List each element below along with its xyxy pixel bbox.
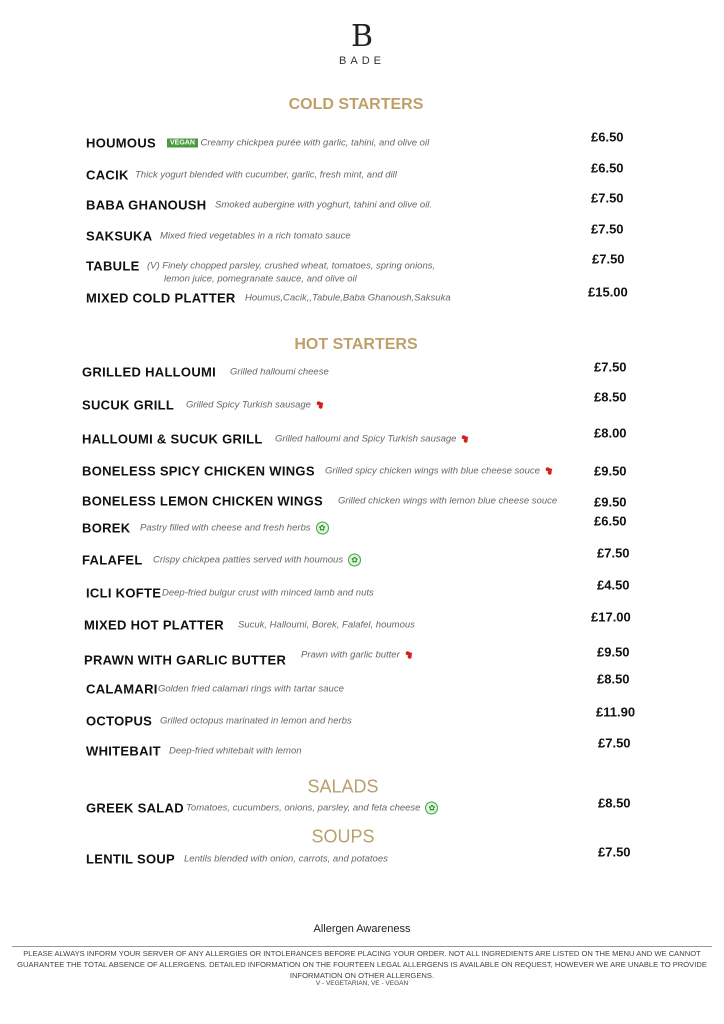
item-price: £7.50	[597, 545, 630, 561]
item-name: LENTIL SOUP	[86, 851, 176, 867]
item-price: £7.50	[592, 251, 625, 267]
item-description	[275, 431, 474, 447]
item-name: PRAWN WITH GARLIC BUTTER	[84, 652, 287, 668]
item-name: MIXED HOT PLATTER	[84, 617, 224, 633]
item-description	[186, 397, 328, 413]
item-description	[230, 367, 329, 378]
allergen-title: Allergen Awareness	[313, 923, 411, 935]
item-description	[160, 716, 352, 727]
item-description	[301, 647, 417, 663]
item-name: BONELESS LEMON CHICKEN WINGS	[82, 493, 323, 509]
item-price: £7.50	[591, 190, 624, 206]
item-name: GRILLED HALLOUMI	[82, 364, 217, 380]
item-name: SAKSUKA	[86, 228, 153, 244]
item-description	[169, 746, 302, 757]
item-name: OCTOPUS	[86, 713, 153, 729]
item-price: £8.00	[594, 425, 627, 441]
chili-icon: ❥	[402, 647, 417, 663]
item-price: £8.50	[594, 389, 627, 405]
description-text: Houmus,Cacik,,Tabule,Baba Ghanoush,Saksuka	[245, 292, 451, 304]
description-text: Smoked aubergine with yoghurt, tahini and olive oil.	[215, 199, 433, 211]
description-text: Grilled halloumi and Spicy Turkish sausage	[275, 433, 457, 445]
item-name: HALLOUMI & SUCUK GRILL	[82, 431, 263, 447]
description-text: Grilled halloumi cheese	[230, 366, 329, 378]
item-name: SUCUK GRILL	[82, 397, 175, 413]
description-text: Prawn with garlic butter	[301, 649, 400, 661]
item-description	[158, 684, 344, 695]
vegan-badge: VEGAN	[167, 138, 198, 147]
vegetarian-icon: ✿	[348, 554, 361, 567]
section-title: COLD STARTERS	[288, 96, 424, 113]
description-text: Pastry filled with cheese and fresh herbs	[140, 522, 311, 534]
vegetarian-icon: ✿	[425, 802, 438, 815]
item-description	[147, 261, 435, 272]
item-name: BOREK	[82, 520, 131, 536]
item-name: BABA GHANOUSH	[86, 197, 207, 213]
section-title: SALADS	[307, 776, 379, 797]
description-text: Sucuk, Halloumi, Borek, Falafel, houmous	[238, 619, 415, 631]
description-text: Deep-fried whitebait with lemon	[169, 745, 302, 757]
item-price: £9.50	[597, 644, 630, 660]
description-text: Crispy chickpea patties served with houmous	[153, 554, 344, 566]
item-description	[184, 854, 388, 865]
divider	[12, 946, 712, 947]
allergen-notice: PLEASE ALWAYS INFORM YOUR SERVER OF ANY ALLERGIES OR INTOLERANCES BEFORE PLACING YOUR ORDER. NOT ALL INGREDIENTS ARE LISTED ON THE MENU AND WE CANNOT GUARANTEE THE TOTAL ABSENCE OF ALLERGENS. DETAILED INFORMATION ON THE FOURTEEN LEGAL ALLERGENS IS AVAILABLE ON REQUEST, HOWEVER WE ARE UNABLE TO PROVIDE INFORMATION ON OTHER ALLERGENS.	[17, 949, 707, 980]
section-title: HOT STARTERS	[294, 336, 418, 353]
item-description	[167, 138, 429, 149]
description-text: Lentils blended with onion, carrots, and potatoes	[184, 853, 388, 865]
item-description	[238, 620, 415, 631]
item-price: £15.00	[588, 284, 628, 300]
description-text: (V) Finely chopped parsley, crushed wheat, tomatoes, spring onions,	[147, 260, 436, 272]
item-description	[160, 231, 351, 242]
description-text: Golden fried calamari rings with tartar sauce	[158, 683, 344, 695]
description-text: Grilled spicy chicken wings with blue cheese souce	[325, 465, 540, 477]
item-price: £11.90	[596, 704, 636, 720]
item-name: GREEK SALAD	[86, 800, 184, 816]
item-name: MIXED COLD PLATTER	[86, 290, 236, 306]
item-price: £9.50	[594, 463, 627, 479]
vegetarian-icon: ✿	[316, 522, 329, 535]
item-price: £7.50	[594, 359, 627, 375]
item-name: ICLI KOFTE	[86, 585, 162, 601]
item-name: CACIK	[86, 167, 129, 183]
item-description	[162, 588, 374, 599]
description-text: Deep-fried bulgur crust with minced lamb and nuts	[162, 587, 374, 599]
item-price: £8.50	[598, 795, 631, 811]
item-description	[215, 200, 432, 211]
brand-name: BADE	[339, 55, 385, 67]
item-price: £4.50	[597, 577, 630, 593]
description-text: Creamy chickpea purée with garlic, tahini, and olive oil	[200, 137, 430, 149]
item-description	[186, 802, 438, 815]
item-price: £6.50	[591, 129, 624, 145]
item-description-line2: lemon juice, pomegranate sauce, and olive oil	[164, 273, 357, 285]
item-price: £7.50	[598, 844, 631, 860]
item-price: £6.50	[594, 513, 627, 529]
item-price: £8.50	[597, 671, 630, 687]
section-title: SOUPS	[311, 826, 375, 847]
item-name: FALAFEL	[82, 552, 143, 568]
item-description	[338, 496, 557, 507]
item-description	[153, 554, 361, 567]
chili-icon: ❥	[313, 397, 328, 413]
item-description	[135, 170, 397, 181]
item-description	[325, 463, 557, 479]
item-price: £7.50	[598, 735, 631, 751]
description-text: Mixed fried vegetables in a rich tomato sauce	[160, 230, 351, 242]
item-price: £9.50	[594, 494, 627, 510]
item-name: HOUMOUS	[86, 135, 156, 151]
item-name: TABULE	[86, 258, 140, 274]
item-description	[140, 522, 329, 535]
chili-icon: ❥	[459, 431, 474, 447]
logo-mark: B	[350, 19, 374, 54]
description-text: Tomatoes, cucumbers, onions, parsley, and feta cheese	[186, 802, 421, 814]
item-price: £6.50	[591, 160, 624, 176]
description-text: Thick yogurt blended with cucumber, garlic, fresh mint, and dill	[135, 169, 397, 181]
description-text: Grilled Spicy Turkish sausage	[186, 399, 311, 411]
item-price: £17.00	[591, 609, 631, 625]
item-name: WHITEBAIT	[86, 743, 161, 759]
diet-key: V - VEGETARIAN, VE - VEGAN	[315, 980, 409, 987]
item-name: BONELESS SPICY CHICKEN WINGS	[82, 463, 315, 479]
item-description	[245, 293, 451, 304]
description-text: Grilled chicken wings with lemon blue cheese souce	[338, 495, 558, 507]
description-text: Grilled octopus marinated in lemon and herbs	[160, 715, 352, 727]
chili-icon: ❥	[542, 463, 557, 479]
item-name: CALAMARI	[86, 681, 158, 697]
item-price: £7.50	[591, 221, 624, 237]
